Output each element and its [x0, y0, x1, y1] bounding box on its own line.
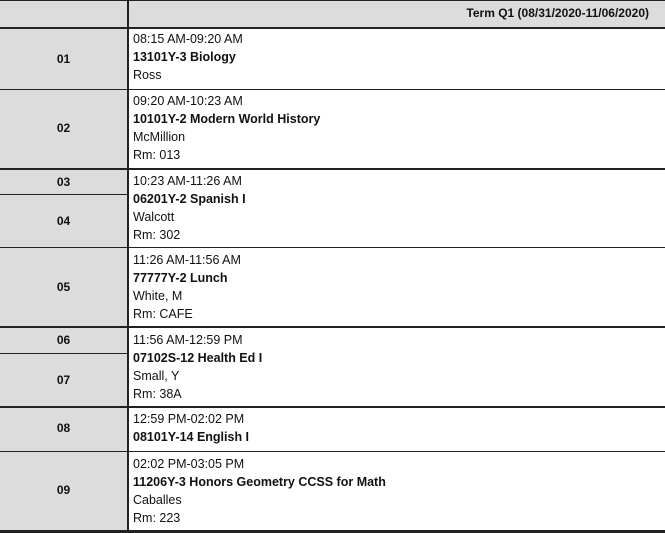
- row-divider: [0, 326, 665, 328]
- class-time: 02:02 PM-03:05 PM: [133, 457, 245, 471]
- class-time: 11:26 AM-11:56 AM: [133, 253, 241, 267]
- row-divider: [0, 89, 665, 90]
- class-time: 10:23 AM-11:26 AM: [133, 174, 242, 188]
- class-time: 12:59 PM-02:02 PM: [133, 412, 245, 426]
- course-name: 07102S-12 Health Ed I: [133, 351, 263, 365]
- class-block: [133, 172, 246, 244]
- class-block: [133, 410, 249, 446]
- row-divider: [0, 194, 127, 195]
- course-name: 06201Y-2 Spanish I: [133, 192, 246, 206]
- course-name: 08101Y-14 English I: [133, 430, 250, 444]
- class-time: 11:56 AM-12:59 PM: [133, 333, 243, 347]
- term-label: Term Q1 (08/31/2020-11/06/2020): [466, 6, 649, 20]
- period-cell: [0, 170, 127, 194]
- period-number: 02: [56, 121, 71, 135]
- period-cell: [0, 195, 127, 247]
- period-cell: [0, 90, 127, 168]
- class-time: 08:15 AM-09:20 AM: [133, 32, 243, 46]
- row-divider: [0, 353, 127, 354]
- row-divider: [0, 247, 665, 248]
- course-name: 13101Y-3 Biology: [133, 50, 236, 64]
- period-cell: [0, 354, 127, 406]
- period-cell: [0, 452, 127, 533]
- period-number: 09: [56, 483, 71, 497]
- course-name: 77777Y-2 Lunch: [133, 271, 228, 285]
- class-time: 09:20 AM-10:23 AM: [133, 94, 243, 108]
- row-divider: [0, 0, 665, 1]
- period-number: 03: [56, 175, 71, 189]
- class-block: [133, 30, 243, 84]
- period-cell: [0, 408, 127, 451]
- period-number: 08: [56, 421, 71, 435]
- teacher-name: White, M: [133, 289, 183, 303]
- course-name: 10101Y-2 Modern World History: [133, 112, 321, 126]
- row-divider: [0, 406, 665, 408]
- period-cell: [0, 328, 127, 353]
- teacher-name: McMillion: [133, 130, 186, 144]
- course-name: 11206Y-3 Honors Geometry CCSS for Math: [133, 475, 386, 489]
- period-cell: [0, 248, 127, 326]
- room: Rm: 302: [133, 228, 181, 242]
- class-block: [133, 455, 386, 527]
- row-divider: [0, 451, 665, 452]
- room: Rm: 223: [133, 511, 181, 525]
- period-number: 05: [56, 280, 71, 294]
- term-header: [129, 0, 665, 27]
- period-number: 04: [56, 214, 71, 228]
- corner-cell: [0, 0, 127, 27]
- class-block: [133, 251, 241, 323]
- row-divider: [0, 27, 665, 29]
- teacher-name: Ross: [133, 68, 162, 82]
- class-block: [133, 331, 262, 403]
- room: Rm: 013: [133, 148, 181, 162]
- room: Rm: CAFE: [133, 307, 193, 321]
- teacher-name: Small, Y: [133, 369, 180, 383]
- period-number: 01: [56, 52, 71, 66]
- period-number: 06: [56, 333, 71, 347]
- period-number: 07: [56, 373, 71, 387]
- row-divider: [0, 168, 665, 170]
- teacher-name: Walcott: [133, 210, 175, 224]
- room: Rm: 38A: [133, 387, 182, 401]
- period-cell: [0, 29, 127, 89]
- column-divider: [127, 0, 129, 533]
- teacher-name: Caballes: [133, 493, 182, 507]
- class-block: [133, 92, 320, 164]
